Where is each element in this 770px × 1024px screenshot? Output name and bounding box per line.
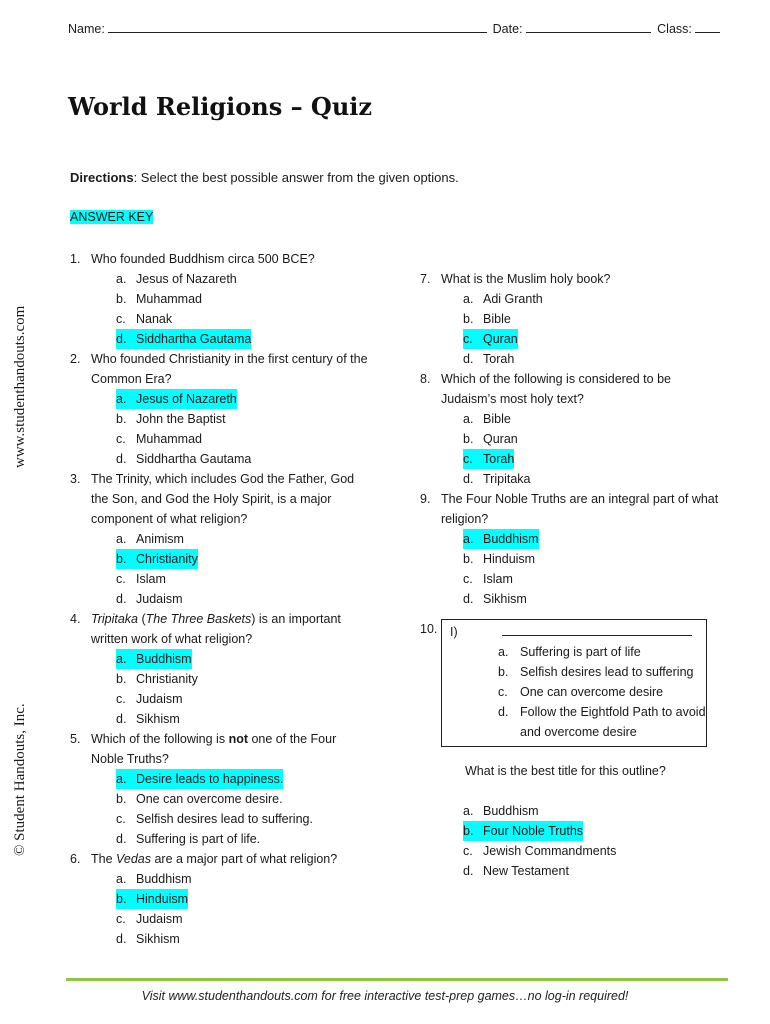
answer-option-content (116, 889, 188, 909)
question-number: 4. (70, 612, 81, 626)
answer-option[interactable] (70, 449, 370, 469)
answer-option-content (463, 329, 518, 349)
option-text: Christianity (136, 552, 198, 566)
answer-option[interactable] (70, 829, 370, 849)
answer-option-content (116, 289, 202, 309)
option-text: Buddhism (136, 872, 192, 886)
option-letter: b. (463, 824, 474, 838)
question-2 (70, 349, 370, 469)
question-text: What is the best title for this outline? (465, 764, 666, 778)
option-letter: c. (116, 692, 126, 706)
option-letter: a. (463, 292, 474, 306)
option-text: Judaism (136, 912, 183, 926)
answer-option[interactable] (420, 569, 720, 589)
question-text-part: The (91, 852, 117, 866)
answer-option-content (116, 909, 183, 929)
answer-option-content (116, 789, 283, 809)
option-letter: d. (116, 592, 127, 606)
question-6 (70, 849, 370, 949)
answer-option[interactable] (70, 289, 370, 309)
answer-option-content (463, 309, 511, 329)
name-blank[interactable] (108, 20, 487, 33)
option-letter: d. (116, 712, 127, 726)
answer-option-content (116, 929, 180, 949)
option-letter: a. (116, 772, 127, 786)
question-text-part: one of the Four Noble Truths? (91, 732, 337, 766)
question-number: 1. (70, 252, 81, 266)
option-letter: a. (116, 652, 127, 666)
option-letter: b. (463, 552, 474, 566)
option-letter: a. (116, 272, 127, 286)
answer-option-content (463, 821, 583, 841)
questions-right-column (420, 269, 720, 881)
question-8 (420, 369, 720, 489)
footer-divider (66, 978, 728, 981)
outline-item-text: One can overcome desire (520, 685, 664, 699)
option-text: Suffering is part of life. (136, 832, 261, 846)
option-letter: c. (463, 844, 473, 858)
answer-option[interactable] (70, 269, 370, 289)
answer-option-content (463, 429, 518, 449)
option-text: Jesus of Nazareth (136, 272, 237, 286)
answer-option[interactable] (420, 861, 720, 881)
directions-label: Directions (70, 170, 134, 185)
option-text: Buddhism (483, 804, 539, 818)
answer-option[interactable] (420, 801, 720, 821)
option-text: New Testament (483, 864, 569, 878)
option-text: Sikhism (136, 932, 180, 946)
question-text: The Trinity, which includes God the Father, God the Son, and God the Holy Spirit, is a major component of what religion? (91, 472, 355, 526)
questions-left-column (70, 249, 370, 949)
option-text: Quran (483, 432, 518, 446)
answer-option[interactable] (70, 669, 370, 689)
option-letter: d. (463, 472, 474, 486)
answer-option-content (116, 649, 192, 669)
question-7 (420, 269, 720, 369)
question-5 (70, 729, 370, 849)
answer-option-content (116, 449, 251, 469)
answer-option-content (463, 409, 511, 429)
answer-option-content (116, 429, 202, 449)
answer-option[interactable] (70, 409, 370, 429)
option-text: Judaism (136, 592, 183, 606)
answer-option-content (116, 569, 166, 589)
directions (70, 170, 459, 185)
option-text: Four Noble Truths (483, 824, 584, 838)
outline-roman-numeral: I) (450, 625, 458, 639)
option-letter: b. (116, 292, 127, 306)
answer-option[interactable] (420, 429, 720, 449)
question-text-part: ) is an important written work of what religion? (91, 612, 341, 646)
answer-option[interactable] (70, 549, 370, 569)
outline-title-blank[interactable] (502, 622, 692, 636)
answer-option-content (116, 809, 313, 829)
answer-option-content (463, 449, 514, 469)
answer-option-content (463, 861, 569, 881)
question-9 (420, 489, 720, 609)
answer-option-content (463, 289, 543, 309)
question-number: 2. (70, 352, 81, 366)
tripitaka-title: Tripitaka (91, 612, 139, 626)
option-letter: b. (116, 892, 127, 906)
outline-item-letter: a. (498, 645, 509, 659)
option-letter: d. (463, 592, 474, 606)
option-letter: c. (463, 452, 473, 466)
question-text (91, 609, 370, 649)
option-letter: a. (116, 872, 127, 886)
outline-item (450, 682, 706, 702)
footer-text: Visit www.studenthandouts.com for free interactive test-prep games…no log-in required! (141, 989, 629, 1003)
question-text (91, 849, 370, 869)
question-text: The Four Noble Truths are an integral part of what religion? (441, 492, 719, 526)
question-number: 7. (420, 272, 431, 286)
answer-option-content (116, 869, 192, 889)
answer-option-content (116, 389, 237, 409)
option-text: Buddhism (483, 532, 539, 546)
option-letter: b. (463, 432, 474, 446)
answer-option-content (116, 829, 260, 849)
side-copyright: © Student Handouts, Inc. (12, 703, 28, 856)
option-letter: b. (116, 792, 127, 806)
answer-option[interactable] (420, 589, 720, 609)
question-1 (70, 249, 370, 349)
option-text: Adi Granth (483, 292, 543, 306)
side-url: www.studenthandouts.com (12, 305, 28, 468)
answer-option[interactable] (420, 309, 720, 329)
answer-option[interactable] (420, 549, 720, 569)
option-letter: d. (116, 832, 127, 846)
answer-option-content (116, 589, 183, 609)
option-letter: a. (116, 532, 127, 546)
option-text: One can overcome desire. (136, 792, 283, 806)
option-text: Islam (136, 572, 166, 586)
student-info-header (68, 20, 726, 36)
answer-option[interactable] (420, 289, 720, 309)
answer-option[interactable] (70, 789, 370, 809)
answer-option[interactable] (70, 889, 370, 909)
option-text: Torah (483, 452, 515, 466)
option-text: Hinduism (483, 552, 536, 566)
answer-option[interactable] (70, 869, 370, 889)
option-text: Jewish Commandments (483, 844, 617, 858)
option-letter: c. (463, 572, 473, 586)
option-text: John the Baptist (136, 412, 226, 426)
option-letter: a. (463, 532, 474, 546)
answer-option[interactable] (70, 909, 370, 929)
answer-option-content (463, 569, 513, 589)
answer-option[interactable] (70, 929, 370, 949)
question-number: 9. (420, 492, 431, 506)
question-number: 3. (70, 472, 81, 486)
directions-text: : Select the best possible answer from the given options. (133, 170, 459, 185)
question-text-part: ( (138, 612, 146, 626)
answer-option-content (463, 349, 514, 369)
outline-item (450, 702, 706, 742)
question-text: Who founded Buddhism circa 500 BCE? (91, 252, 315, 266)
question-10 (420, 619, 720, 881)
option-letter: c. (116, 432, 126, 446)
outline-item (450, 642, 706, 662)
option-text: Sikhism (483, 592, 527, 606)
option-text: Tripitaka (483, 472, 531, 486)
question-text: Which of the following is considered to be Judaism’s most holy text? (441, 372, 671, 406)
option-text: Muhammad (136, 292, 202, 306)
answer-option-content (116, 669, 198, 689)
option-letter: b. (463, 312, 474, 326)
option-text: Selfish desires lead to suffering. (136, 812, 313, 826)
answer-option[interactable] (70, 649, 370, 669)
option-letter: b. (116, 552, 127, 566)
option-letter: c. (116, 312, 126, 326)
name-label: Name: (68, 22, 105, 36)
answer-option[interactable] (70, 329, 370, 349)
option-letter: c. (116, 812, 126, 826)
answer-option[interactable] (420, 841, 720, 861)
outline-item (450, 662, 706, 682)
outline-item-letter: d. (498, 705, 509, 719)
option-letter: b. (116, 412, 127, 426)
answer-option-content (463, 589, 527, 609)
option-letter: c. (116, 912, 126, 926)
option-text: Judaism (136, 692, 183, 706)
option-letter: a. (463, 412, 474, 426)
option-letter: a. (116, 392, 127, 406)
option-text: Muhammad (136, 432, 202, 446)
class-blank[interactable] (695, 20, 720, 33)
option-text: Siddhartha Gautama (136, 332, 252, 346)
option-letter: c. (116, 572, 126, 586)
answer-option-content (116, 329, 251, 349)
question-text: Who founded Christianity in the first century of the Common Era? (91, 352, 368, 386)
answer-option[interactable] (420, 821, 720, 841)
option-text: Buddhism (136, 652, 192, 666)
answer-option[interactable] (70, 529, 370, 549)
class-label: Class: (657, 22, 692, 36)
option-text: Bible (483, 412, 511, 426)
three-baskets-title: The Three Baskets (145, 612, 252, 626)
question-text-part: are a major part of what religion? (151, 852, 338, 866)
answer-option[interactable] (70, 569, 370, 589)
question-number: 8. (420, 372, 431, 386)
answer-option[interactable] (70, 389, 370, 409)
answer-option-content (116, 409, 226, 429)
answer-option[interactable] (420, 329, 720, 349)
outline-item-text: Selfish desires lead to suffering (520, 665, 694, 679)
question-number: 5. (70, 732, 81, 746)
emphasis-not: not (228, 732, 248, 746)
option-text: Islam (483, 572, 513, 586)
outline-item-text: Follow the Eightfold Path to avoid and overcome desire (520, 705, 706, 739)
answer-option[interactable] (420, 449, 720, 469)
answer-option[interactable] (70, 809, 370, 829)
answer-option[interactable] (420, 529, 720, 549)
answer-option-content (116, 709, 180, 729)
answer-option-content (116, 769, 283, 789)
outline-item-letter: b. (498, 665, 509, 679)
option-text: Nanak (136, 312, 173, 326)
outline-item-letter: c. (498, 685, 508, 699)
option-text: Hinduism (136, 892, 189, 906)
answer-option-content (463, 841, 616, 861)
answer-option[interactable] (420, 469, 720, 489)
option-letter: d. (116, 452, 127, 466)
answer-key-label: ANSWER KEY (70, 210, 154, 224)
answer-option-content (116, 309, 172, 329)
vedas-title: Vedas (116, 852, 151, 866)
answer-option[interactable] (420, 409, 720, 429)
option-letter: a. (463, 804, 474, 818)
question-4 (70, 609, 370, 729)
option-text: Animism (136, 532, 184, 546)
answer-option[interactable] (70, 709, 370, 729)
option-text: Torah (483, 352, 515, 366)
answer-option[interactable] (70, 589, 370, 609)
option-text: Christianity (136, 672, 198, 686)
option-text: Desire leads to happiness. (136, 772, 284, 786)
outline-box (441, 619, 707, 747)
option-letter: d. (463, 352, 474, 366)
answer-option[interactable] (420, 349, 720, 369)
answer-option-content (116, 689, 183, 709)
answer-option-content (116, 529, 184, 549)
answer-option[interactable] (70, 769, 370, 789)
answer-option-content (463, 549, 535, 569)
answer-option[interactable] (70, 429, 370, 449)
date-blank[interactable] (526, 20, 652, 33)
question-3 (70, 469, 370, 609)
answer-option-content (116, 549, 198, 569)
answer-option[interactable] (70, 689, 370, 709)
option-text: Jesus of Nazareth (136, 392, 237, 406)
option-letter: c. (463, 332, 473, 346)
question-text: What is the Muslim holy book? (441, 272, 611, 286)
option-text: Bible (483, 312, 511, 326)
outline-item-text: Suffering is part of life (520, 645, 641, 659)
question-number: 6. (70, 852, 81, 866)
option-text: Sikhism (136, 712, 180, 726)
option-text: Siddhartha Gautama (136, 452, 252, 466)
option-text: Quran (483, 332, 518, 346)
answer-option-content (463, 469, 530, 489)
question-text-part: Which of the following is (91, 732, 229, 746)
option-letter: d. (116, 332, 127, 346)
answer-option-content (463, 801, 539, 821)
answer-option-content (463, 529, 539, 549)
page-title: World Religions – Quiz (68, 92, 373, 121)
option-letter: b. (116, 672, 127, 686)
option-letter: d. (116, 932, 127, 946)
answer-option-content (116, 269, 237, 289)
date-label: Date: (492, 22, 523, 36)
answer-option[interactable] (70, 309, 370, 329)
option-letter: d. (463, 864, 474, 878)
question-number: 10. (420, 622, 438, 636)
question-text (91, 729, 370, 769)
